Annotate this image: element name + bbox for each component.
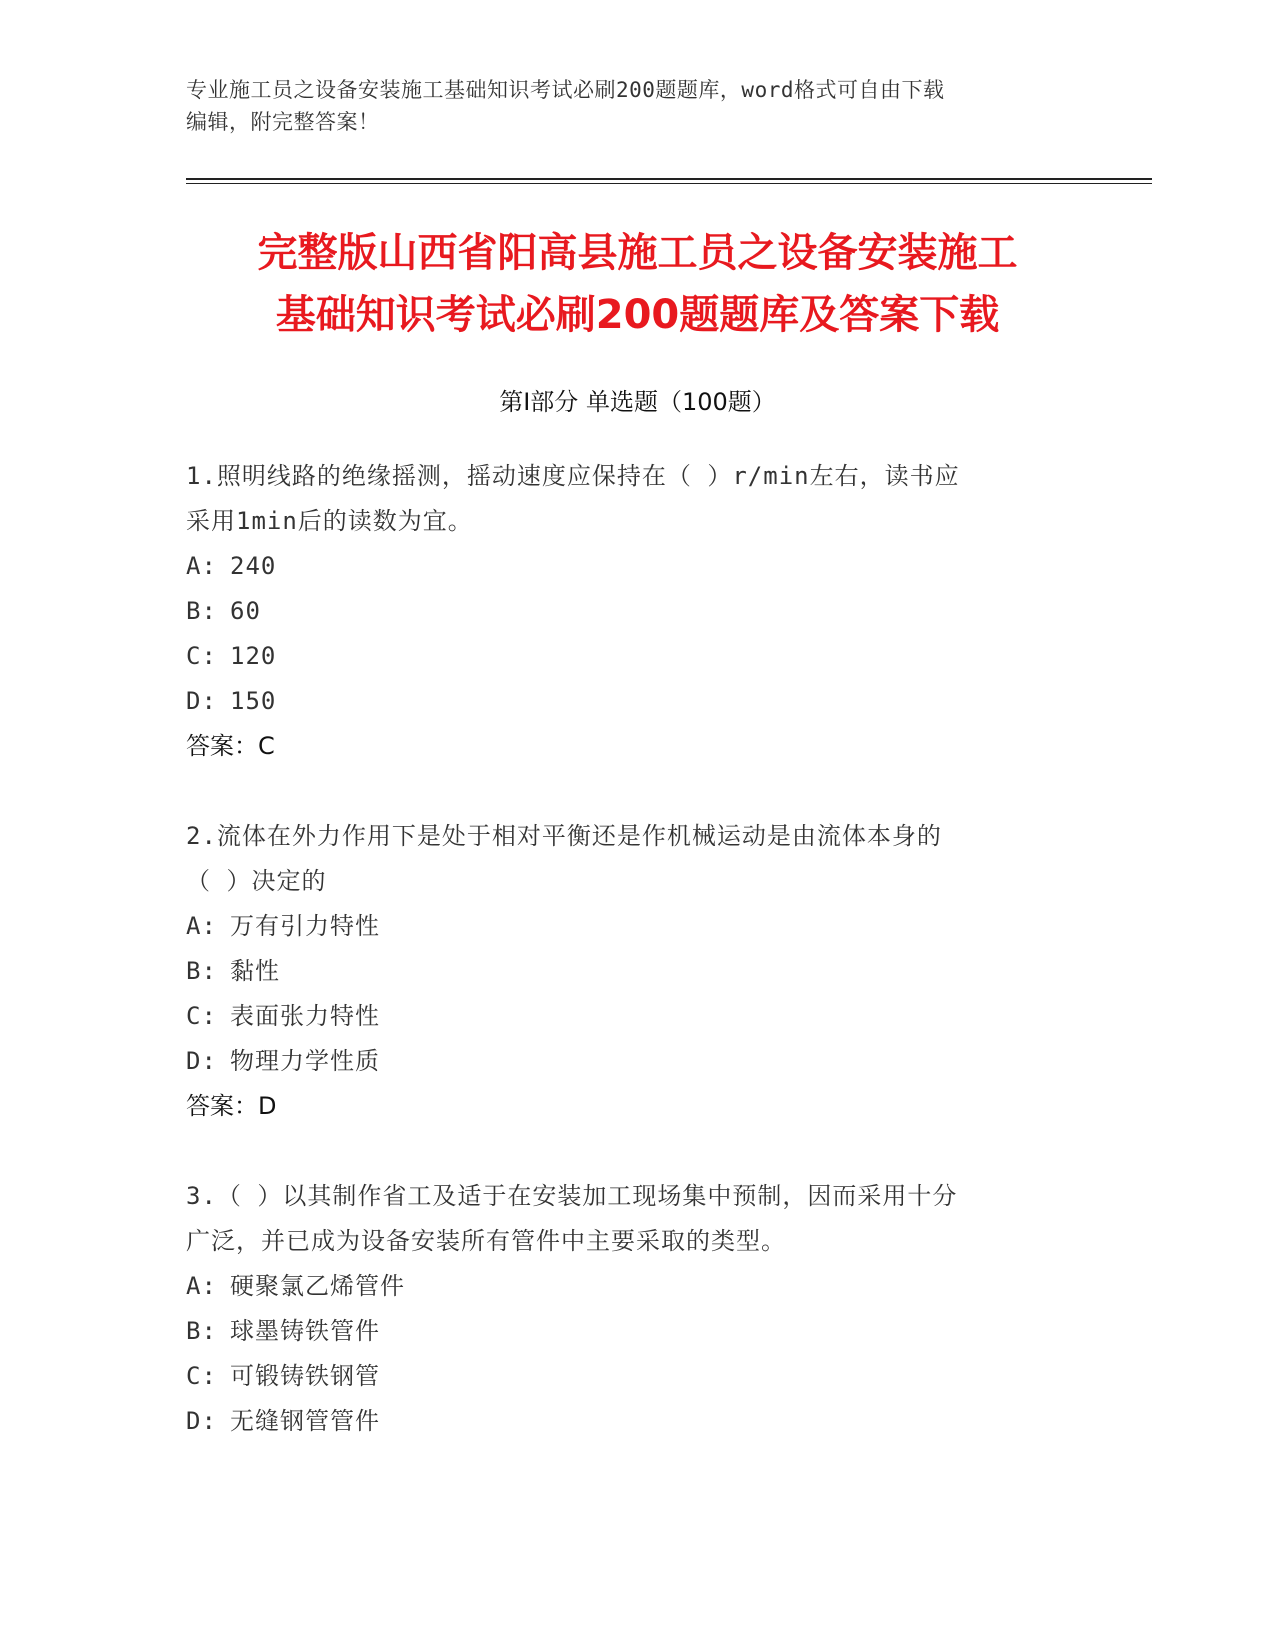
option-a — [186, 544, 1066, 589]
option-text: 硬聚氯乙烯管件 — [230, 1272, 405, 1300]
option-b — [186, 589, 1066, 634]
option-letter: C: — [186, 642, 217, 670]
answer: 答案：D — [186, 1092, 277, 1120]
document-title-line-1: 完整版山西省阳高县施工员之设备安装施工 — [257, 230, 1018, 276]
option-a — [186, 1264, 1066, 1309]
question-stem-line-2: 广泛，并已成为设备安装所有管件中主要采取的类型。 — [186, 1227, 786, 1255]
question-stem-line-1: 1.照明线路的绝缘摇测，摇动速度应保持在（ ）r/min左右，读书应 — [186, 462, 960, 490]
question-stem-line-2: （ ）决定的 — [186, 867, 327, 895]
question-1 — [186, 454, 1066, 769]
option-d — [186, 1039, 1066, 1084]
option-d — [186, 679, 1066, 724]
header-note-line-1: 专业施工员之设备安装施工基础知识考试必刷200题题库，word格式可自由下载 — [186, 78, 945, 102]
option-text: 物理力学性质 — [230, 1047, 380, 1075]
question-stem-line-2: 采用1min后的读数为宜。 — [186, 507, 473, 535]
header-divider-thin — [186, 183, 1152, 184]
option-a — [186, 904, 1066, 949]
header-note-line-2: 编辑，附完整答案！ — [186, 110, 380, 134]
option-letter: A: — [186, 912, 217, 940]
option-d — [186, 1399, 1066, 1444]
section-heading: 第Ⅰ部分 单选题（100题） — [499, 388, 776, 416]
question-stem-line-1: 3.（ ）以其制作省工及适于在安装加工现场集中预制，因而采用十分 — [186, 1182, 958, 1210]
option-c — [186, 994, 1066, 1039]
header-divider-thick — [186, 178, 1152, 180]
option-letter: C: — [186, 1002, 217, 1030]
option-text: 球墨铸铁管件 — [230, 1317, 380, 1345]
option-text: 万有引力特性 — [230, 912, 380, 940]
option-b — [186, 1309, 1066, 1354]
option-text: 120 — [230, 642, 277, 670]
answer: 答案：C — [186, 732, 275, 760]
question-stem — [186, 454, 1066, 544]
option-letter: A: — [186, 552, 217, 580]
question-stem — [186, 814, 1066, 904]
document-title — [160, 222, 1115, 346]
option-c — [186, 634, 1066, 679]
question-3 — [186, 1174, 1066, 1444]
option-text: 无缝钢管管件 — [230, 1407, 380, 1435]
option-letter: B: — [186, 597, 217, 625]
option-letter: D: — [186, 1407, 217, 1435]
option-text: 表面张力特性 — [230, 1002, 380, 1030]
option-letter: D: — [186, 1047, 217, 1075]
option-letter: C: — [186, 1362, 217, 1390]
option-text: 可锻铸铁钢管 — [230, 1362, 380, 1390]
option-letter: B: — [186, 1317, 217, 1345]
question-2 — [186, 814, 1066, 1129]
question-stem — [186, 1174, 1066, 1264]
header-note — [186, 74, 1066, 138]
option-b — [186, 949, 1066, 994]
option-text: 黏性 — [230, 957, 280, 985]
option-letter: B: — [186, 957, 217, 985]
option-text: 240 — [230, 552, 277, 580]
option-letter: D: — [186, 687, 217, 715]
option-text: 150 — [230, 687, 277, 715]
option-letter: A: — [186, 1272, 217, 1300]
question-stem-line-1: 2.流体在外力作用下是处于相对平衡还是作机械运动是由流体本身的 — [186, 822, 942, 850]
document-title-line-2: 基础知识考试必刷200题题库及答案下载 — [275, 292, 1000, 338]
option-text: 60 — [230, 597, 261, 625]
option-c — [186, 1354, 1066, 1399]
